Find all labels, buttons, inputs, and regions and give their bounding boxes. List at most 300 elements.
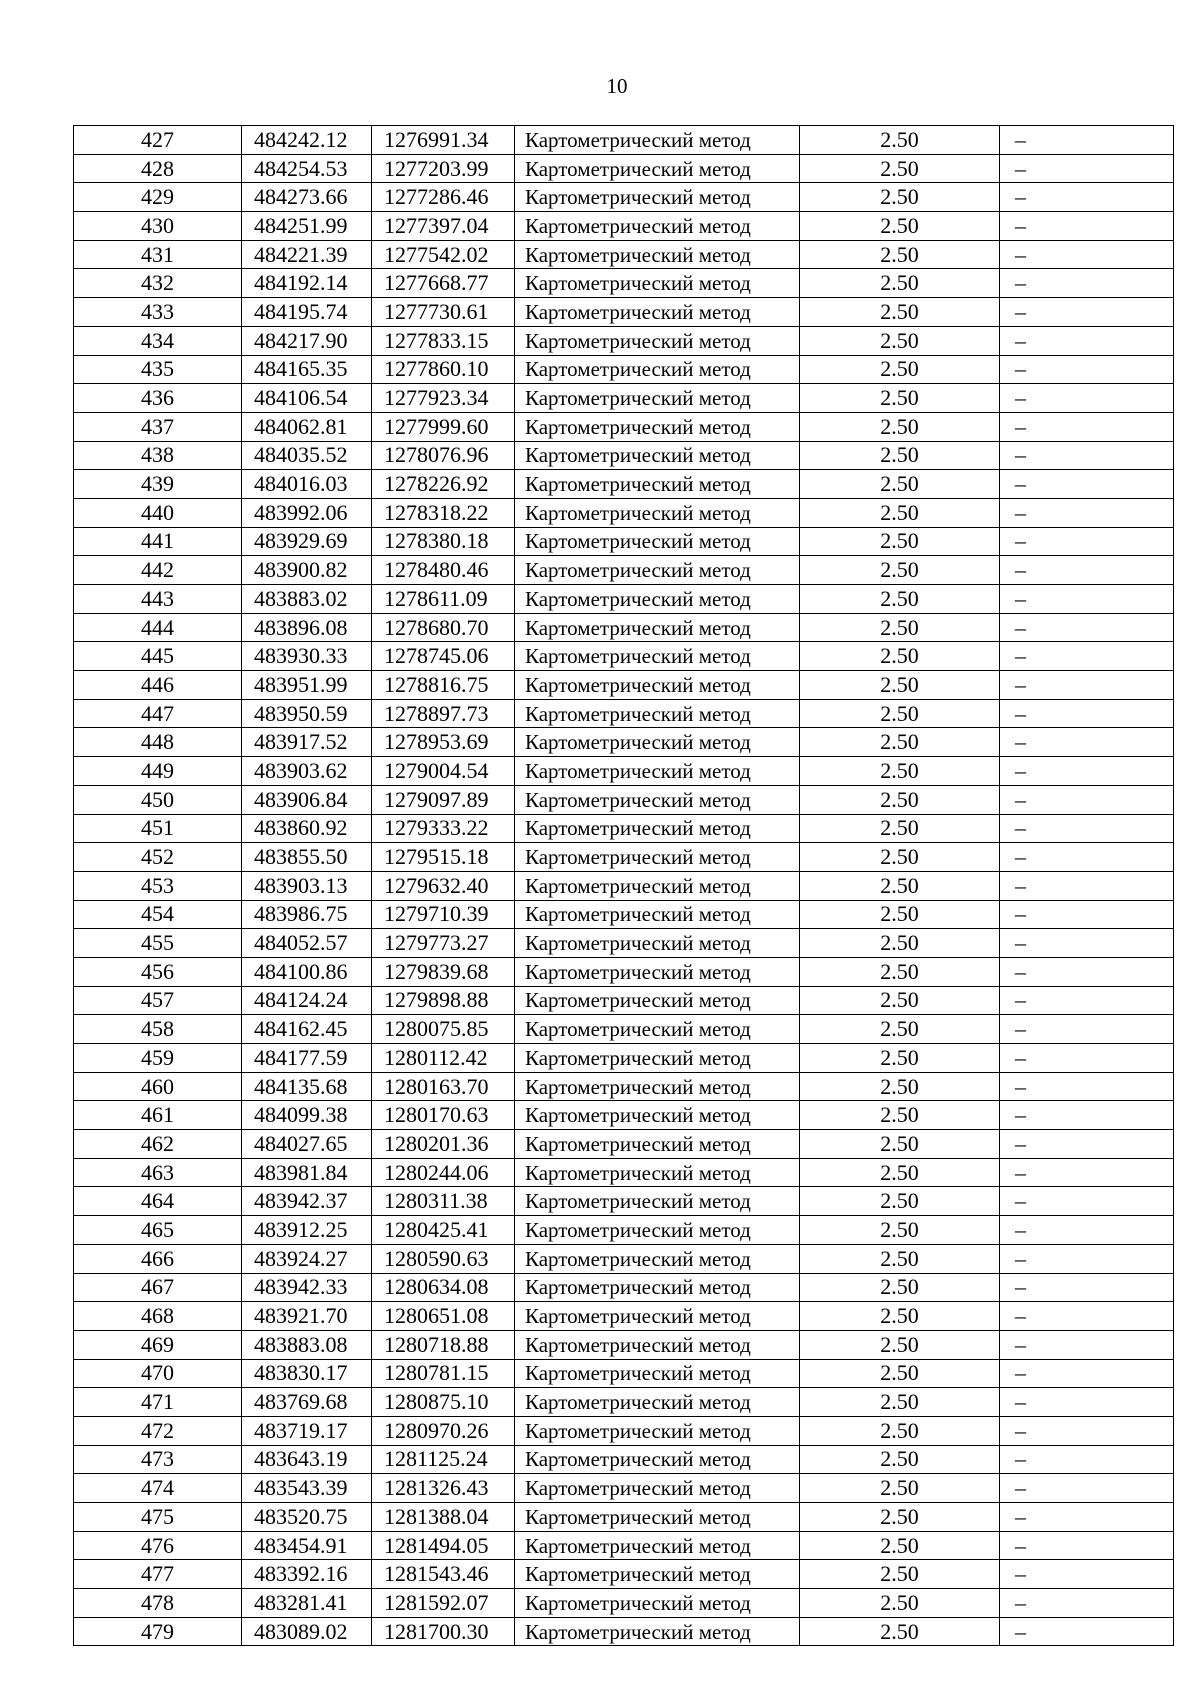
table-row (74, 1617, 1174, 1646)
x-coordinate-cell: 484195.74 (242, 298, 372, 327)
table-row (74, 556, 1174, 585)
table-row (74, 728, 1174, 757)
note-cell: – (1000, 298, 1174, 327)
y-coordinate-cell: 1280634.08 (372, 1273, 515, 1302)
method-cell: Картометрический метод (515, 1158, 800, 1187)
y-coordinate-cell: 1281125.24 (372, 1445, 515, 1474)
table-row (74, 212, 1174, 241)
point-number-cell: 441 (74, 527, 242, 556)
x-coordinate-cell: 483950.59 (242, 699, 372, 728)
x-coordinate-cell: 483543.39 (242, 1474, 372, 1503)
accuracy-cell: 2.50 (800, 1158, 1000, 1187)
x-coordinate-cell: 483992.06 (242, 498, 372, 527)
method-cell: Картометрический метод (515, 1072, 800, 1101)
table-row (74, 498, 1174, 527)
table-row (74, 1158, 1174, 1187)
x-coordinate-cell: 483089.02 (242, 1617, 372, 1646)
method-cell: Картометрический метод (515, 1445, 800, 1474)
method-cell: Картометрический метод (515, 1617, 800, 1646)
note-cell: – (1000, 1015, 1174, 1044)
point-number-cell: 452 (74, 843, 242, 872)
table-row (74, 355, 1174, 384)
method-cell: Картометрический метод (515, 298, 800, 327)
table-row (74, 326, 1174, 355)
y-coordinate-cell: 1277999.60 (372, 412, 515, 441)
y-coordinate-cell: 1280425.41 (372, 1216, 515, 1245)
table-row (74, 1388, 1174, 1417)
accuracy-cell: 2.50 (800, 1589, 1000, 1618)
accuracy-cell: 2.50 (800, 757, 1000, 786)
x-coordinate-cell: 483830.17 (242, 1359, 372, 1388)
table-row (74, 154, 1174, 183)
table-row (74, 613, 1174, 642)
accuracy-cell: 2.50 (800, 1302, 1000, 1331)
method-cell: Картометрический метод (515, 699, 800, 728)
note-cell: – (1000, 527, 1174, 556)
table-row (74, 1302, 1174, 1331)
point-number-cell: 454 (74, 900, 242, 929)
accuracy-cell: 2.50 (800, 498, 1000, 527)
accuracy-cell: 2.50 (800, 1044, 1000, 1073)
method-cell: Картометрический метод (515, 1474, 800, 1503)
point-number-cell: 479 (74, 1617, 242, 1646)
x-coordinate-cell: 483981.84 (242, 1158, 372, 1187)
x-coordinate-cell: 484035.52 (242, 441, 372, 470)
accuracy-cell: 2.50 (800, 1445, 1000, 1474)
method-cell: Картометрический метод (515, 900, 800, 929)
y-coordinate-cell: 1279773.27 (372, 929, 515, 958)
y-coordinate-cell: 1280718.88 (372, 1330, 515, 1359)
note-cell: – (1000, 957, 1174, 986)
accuracy-cell: 2.50 (800, 1101, 1000, 1130)
point-number-cell: 456 (74, 957, 242, 986)
method-cell: Картометрический метод (515, 154, 800, 183)
point-number-cell: 470 (74, 1359, 242, 1388)
method-cell: Картометрический метод (515, 1130, 800, 1159)
note-cell: – (1000, 785, 1174, 814)
method-cell: Картометрический метод (515, 1044, 800, 1073)
point-number-cell: 468 (74, 1302, 242, 1331)
note-cell: – (1000, 412, 1174, 441)
method-cell: Картометрический метод (515, 843, 800, 872)
method-cell: Картометрический метод (515, 728, 800, 757)
y-coordinate-cell: 1278953.69 (372, 728, 515, 757)
x-coordinate-cell: 484273.66 (242, 183, 372, 212)
note-cell: – (1000, 613, 1174, 642)
table-row (74, 871, 1174, 900)
point-number-cell: 475 (74, 1503, 242, 1532)
accuracy-cell: 2.50 (800, 126, 1000, 155)
y-coordinate-cell: 1277203.99 (372, 154, 515, 183)
accuracy-cell: 2.50 (800, 929, 1000, 958)
accuracy-cell: 2.50 (800, 240, 1000, 269)
x-coordinate-cell: 484124.24 (242, 986, 372, 1015)
table-row (74, 671, 1174, 700)
method-cell: Картометрический метод (515, 814, 800, 843)
note-cell: – (1000, 1503, 1174, 1532)
point-number-cell: 443 (74, 585, 242, 614)
y-coordinate-cell: 1279898.88 (372, 986, 515, 1015)
accuracy-cell: 2.50 (800, 1330, 1000, 1359)
point-number-cell: 442 (74, 556, 242, 585)
y-coordinate-cell: 1280311.38 (372, 1187, 515, 1216)
x-coordinate-cell: 483281.41 (242, 1589, 372, 1618)
note-cell: – (1000, 326, 1174, 355)
accuracy-cell: 2.50 (800, 556, 1000, 585)
method-cell: Картометрический метод (515, 585, 800, 614)
accuracy-cell: 2.50 (800, 1617, 1000, 1646)
method-cell: Картометрический метод (515, 355, 800, 384)
y-coordinate-cell: 1278745.06 (372, 642, 515, 671)
table-row (74, 1503, 1174, 1532)
method-cell: Картометрический метод (515, 1216, 800, 1245)
y-coordinate-cell: 1277923.34 (372, 384, 515, 413)
note-cell: – (1000, 126, 1174, 155)
point-number-cell: 469 (74, 1330, 242, 1359)
method-cell: Картометрический метод (515, 642, 800, 671)
accuracy-cell: 2.50 (800, 441, 1000, 470)
point-number-cell: 447 (74, 699, 242, 728)
y-coordinate-cell: 1281388.04 (372, 1503, 515, 1532)
point-number-cell: 437 (74, 412, 242, 441)
x-coordinate-cell: 483883.02 (242, 585, 372, 614)
method-cell: Картометрический метод (515, 871, 800, 900)
accuracy-cell: 2.50 (800, 671, 1000, 700)
table-row (74, 269, 1174, 298)
y-coordinate-cell: 1277730.61 (372, 298, 515, 327)
x-coordinate-cell: 483906.84 (242, 785, 372, 814)
y-coordinate-cell: 1279515.18 (372, 843, 515, 872)
x-coordinate-cell: 483929.69 (242, 527, 372, 556)
accuracy-cell: 2.50 (800, 1359, 1000, 1388)
accuracy-cell: 2.50 (800, 1416, 1000, 1445)
accuracy-cell: 2.50 (800, 1015, 1000, 1044)
y-coordinate-cell: 1279632.40 (372, 871, 515, 900)
accuracy-cell: 2.50 (800, 412, 1000, 441)
y-coordinate-cell: 1281592.07 (372, 1589, 515, 1618)
table-row (74, 527, 1174, 556)
table-row (74, 843, 1174, 872)
table-row (74, 1531, 1174, 1560)
point-number-cell: 459 (74, 1044, 242, 1073)
method-cell: Картометрический метод (515, 1589, 800, 1618)
point-number-cell: 436 (74, 384, 242, 413)
point-number-cell: 427 (74, 126, 242, 155)
note-cell: – (1000, 986, 1174, 1015)
note-cell: – (1000, 1359, 1174, 1388)
point-number-cell: 433 (74, 298, 242, 327)
y-coordinate-cell: 1278318.22 (372, 498, 515, 527)
x-coordinate-cell: 484016.03 (242, 470, 372, 499)
accuracy-cell: 2.50 (800, 1130, 1000, 1159)
point-number-cell: 449 (74, 757, 242, 786)
note-cell: – (1000, 154, 1174, 183)
point-number-cell: 471 (74, 1388, 242, 1417)
point-number-cell: 451 (74, 814, 242, 843)
note-cell: – (1000, 1101, 1174, 1130)
y-coordinate-cell: 1279333.22 (372, 814, 515, 843)
note-cell: – (1000, 556, 1174, 585)
point-number-cell: 446 (74, 671, 242, 700)
x-coordinate-cell: 483903.13 (242, 871, 372, 900)
y-coordinate-cell: 1278380.18 (372, 527, 515, 556)
x-coordinate-cell: 484027.65 (242, 1130, 372, 1159)
point-number-cell: 429 (74, 183, 242, 212)
method-cell: Картометрический метод (515, 1531, 800, 1560)
note-cell: – (1000, 470, 1174, 499)
point-number-cell: 438 (74, 441, 242, 470)
point-number-cell: 434 (74, 326, 242, 355)
table-row (74, 126, 1174, 155)
y-coordinate-cell: 1280970.26 (372, 1416, 515, 1445)
x-coordinate-cell: 484100.86 (242, 957, 372, 986)
method-cell: Картометрический метод (515, 269, 800, 298)
method-cell: Картометрический метод (515, 1330, 800, 1359)
point-number-cell: 448 (74, 728, 242, 757)
x-coordinate-cell: 484192.14 (242, 269, 372, 298)
point-number-cell: 435 (74, 355, 242, 384)
x-coordinate-cell: 484106.54 (242, 384, 372, 413)
accuracy-cell: 2.50 (800, 843, 1000, 872)
x-coordinate-cell: 483986.75 (242, 900, 372, 929)
point-number-cell: 466 (74, 1244, 242, 1273)
note-cell: – (1000, 240, 1174, 269)
method-cell: Картометрический метод (515, 1101, 800, 1130)
accuracy-cell: 2.50 (800, 986, 1000, 1015)
method-cell: Картометрический метод (515, 556, 800, 585)
accuracy-cell: 2.50 (800, 470, 1000, 499)
method-cell: Картометрический метод (515, 441, 800, 470)
note-cell: – (1000, 1416, 1174, 1445)
y-coordinate-cell: 1280781.15 (372, 1359, 515, 1388)
x-coordinate-cell: 484062.81 (242, 412, 372, 441)
x-coordinate-cell: 483942.33 (242, 1273, 372, 1302)
method-cell: Картометрический метод (515, 1503, 800, 1532)
x-coordinate-cell: 483883.08 (242, 1330, 372, 1359)
point-number-cell: 474 (74, 1474, 242, 1503)
method-cell: Картометрический метод (515, 957, 800, 986)
table-row (74, 1130, 1174, 1159)
y-coordinate-cell: 1278897.73 (372, 699, 515, 728)
accuracy-cell: 2.50 (800, 957, 1000, 986)
accuracy-cell: 2.50 (800, 355, 1000, 384)
y-coordinate-cell: 1277286.46 (372, 183, 515, 212)
x-coordinate-cell: 483643.19 (242, 1445, 372, 1474)
x-coordinate-cell: 483896.08 (242, 613, 372, 642)
point-number-cell: 460 (74, 1072, 242, 1101)
note-cell: – (1000, 1302, 1174, 1331)
y-coordinate-cell: 1278816.75 (372, 671, 515, 700)
method-cell: Картометрический метод (515, 212, 800, 241)
note-cell: – (1000, 929, 1174, 958)
method-cell: Картометрический метод (515, 183, 800, 212)
x-coordinate-cell: 483924.27 (242, 1244, 372, 1273)
method-cell: Картометрический метод (515, 986, 800, 1015)
point-number-cell: 430 (74, 212, 242, 241)
accuracy-cell: 2.50 (800, 785, 1000, 814)
note-cell: – (1000, 699, 1174, 728)
note-cell: – (1000, 212, 1174, 241)
method-cell: Картометрический метод (515, 613, 800, 642)
y-coordinate-cell: 1280201.36 (372, 1130, 515, 1159)
y-coordinate-cell: 1278680.70 (372, 613, 515, 642)
accuracy-cell: 2.50 (800, 871, 1000, 900)
point-number-cell: 440 (74, 498, 242, 527)
y-coordinate-cell: 1280163.70 (372, 1072, 515, 1101)
point-number-cell: 473 (74, 1445, 242, 1474)
y-coordinate-cell: 1278226.92 (372, 470, 515, 499)
y-coordinate-cell: 1278076.96 (372, 441, 515, 470)
method-cell: Картометрический метод (515, 1416, 800, 1445)
note-cell: – (1000, 1388, 1174, 1417)
note-cell: – (1000, 871, 1174, 900)
note-cell: – (1000, 814, 1174, 843)
table-row (74, 1560, 1174, 1589)
y-coordinate-cell: 1278480.46 (372, 556, 515, 585)
note-cell: – (1000, 1531, 1174, 1560)
x-coordinate-cell: 483912.25 (242, 1216, 372, 1245)
note-cell: – (1000, 1072, 1174, 1101)
table-row (74, 585, 1174, 614)
method-cell: Картометрический метод (515, 240, 800, 269)
note-cell: – (1000, 1130, 1174, 1159)
x-coordinate-cell: 483942.37 (242, 1187, 372, 1216)
accuracy-cell: 2.50 (800, 326, 1000, 355)
table-row (74, 1216, 1174, 1245)
y-coordinate-cell: 1280075.85 (372, 1015, 515, 1044)
accuracy-cell: 2.50 (800, 1216, 1000, 1245)
method-cell: Картометрический метод (515, 1015, 800, 1044)
point-number-cell: 463 (74, 1158, 242, 1187)
method-cell: Картометрический метод (515, 498, 800, 527)
method-cell: Картометрический метод (515, 785, 800, 814)
note-cell: – (1000, 1187, 1174, 1216)
table-row (74, 1330, 1174, 1359)
accuracy-cell: 2.50 (800, 585, 1000, 614)
method-cell: Картометрический метод (515, 929, 800, 958)
note-cell: – (1000, 183, 1174, 212)
y-coordinate-cell: 1281494.05 (372, 1531, 515, 1560)
point-number-cell: 444 (74, 613, 242, 642)
accuracy-cell: 2.50 (800, 1187, 1000, 1216)
y-coordinate-cell: 1277397.04 (372, 212, 515, 241)
point-number-cell: 472 (74, 1416, 242, 1445)
x-coordinate-cell: 483719.17 (242, 1416, 372, 1445)
note-cell: – (1000, 1273, 1174, 1302)
method-cell: Картометрический метод (515, 470, 800, 499)
x-coordinate-cell: 484242.12 (242, 126, 372, 155)
x-coordinate-cell: 484165.35 (242, 355, 372, 384)
method-cell: Картометрический метод (515, 1244, 800, 1273)
accuracy-cell: 2.50 (800, 384, 1000, 413)
y-coordinate-cell: 1276991.34 (372, 126, 515, 155)
note-cell: – (1000, 355, 1174, 384)
table-row (74, 1416, 1174, 1445)
accuracy-cell: 2.50 (800, 298, 1000, 327)
y-coordinate-cell: 1279710.39 (372, 900, 515, 929)
table-row (74, 986, 1174, 1015)
accuracy-cell: 2.50 (800, 1388, 1000, 1417)
x-coordinate-cell: 483855.50 (242, 843, 372, 872)
x-coordinate-cell: 483769.68 (242, 1388, 372, 1417)
method-cell: Картометрический метод (515, 671, 800, 700)
method-cell: Картометрический метод (515, 126, 800, 155)
table-row (74, 441, 1174, 470)
note-cell: – (1000, 585, 1174, 614)
point-number-cell: 457 (74, 986, 242, 1015)
table-row (74, 240, 1174, 269)
accuracy-cell: 2.50 (800, 1273, 1000, 1302)
note-cell: – (1000, 1474, 1174, 1503)
table-row (74, 1101, 1174, 1130)
accuracy-cell: 2.50 (800, 212, 1000, 241)
point-number-cell: 464 (74, 1187, 242, 1216)
point-number-cell: 432 (74, 269, 242, 298)
method-cell: Картометрический метод (515, 1388, 800, 1417)
table-row (74, 1072, 1174, 1101)
x-coordinate-cell: 483921.70 (242, 1302, 372, 1331)
accuracy-cell: 2.50 (800, 1474, 1000, 1503)
x-coordinate-cell: 484135.68 (242, 1072, 372, 1101)
accuracy-cell: 2.50 (800, 1072, 1000, 1101)
table-row (74, 1359, 1174, 1388)
accuracy-cell: 2.50 (800, 699, 1000, 728)
y-coordinate-cell: 1281543.46 (372, 1560, 515, 1589)
note-cell: – (1000, 498, 1174, 527)
x-coordinate-cell: 484052.57 (242, 929, 372, 958)
point-number-cell: 453 (74, 871, 242, 900)
table-row (74, 814, 1174, 843)
point-number-cell: 458 (74, 1015, 242, 1044)
accuracy-cell: 2.50 (800, 728, 1000, 757)
point-number-cell: 439 (74, 470, 242, 499)
point-number-cell: 428 (74, 154, 242, 183)
x-coordinate-cell: 484221.39 (242, 240, 372, 269)
note-cell: – (1000, 1617, 1174, 1646)
table-row (74, 412, 1174, 441)
table-row (74, 470, 1174, 499)
x-coordinate-cell: 484251.99 (242, 212, 372, 241)
point-number-cell: 477 (74, 1560, 242, 1589)
page-number: 10 (606, 74, 628, 98)
accuracy-cell: 2.50 (800, 613, 1000, 642)
point-number-cell: 476 (74, 1531, 242, 1560)
note-cell: – (1000, 728, 1174, 757)
note-cell: – (1000, 757, 1174, 786)
table-row (74, 699, 1174, 728)
x-coordinate-cell: 483520.75 (242, 1503, 372, 1532)
note-cell: – (1000, 1560, 1174, 1589)
x-coordinate-cell: 484217.90 (242, 326, 372, 355)
y-coordinate-cell: 1280590.63 (372, 1244, 515, 1273)
accuracy-cell: 2.50 (800, 1503, 1000, 1532)
point-number-cell: 431 (74, 240, 242, 269)
y-coordinate-cell: 1277542.02 (372, 240, 515, 269)
y-coordinate-cell: 1279004.54 (372, 757, 515, 786)
x-coordinate-cell: 484177.59 (242, 1044, 372, 1073)
note-cell: – (1000, 441, 1174, 470)
coordinates-table-body (74, 126, 1174, 1646)
table-row (74, 298, 1174, 327)
point-number-cell: 478 (74, 1589, 242, 1618)
y-coordinate-cell: 1280170.63 (372, 1101, 515, 1130)
table-row (74, 785, 1174, 814)
y-coordinate-cell: 1280875.10 (372, 1388, 515, 1417)
method-cell: Картометрический метод (515, 1273, 800, 1302)
x-coordinate-cell: 483903.62 (242, 757, 372, 786)
note-cell: – (1000, 1158, 1174, 1187)
method-cell: Картометрический метод (515, 384, 800, 413)
